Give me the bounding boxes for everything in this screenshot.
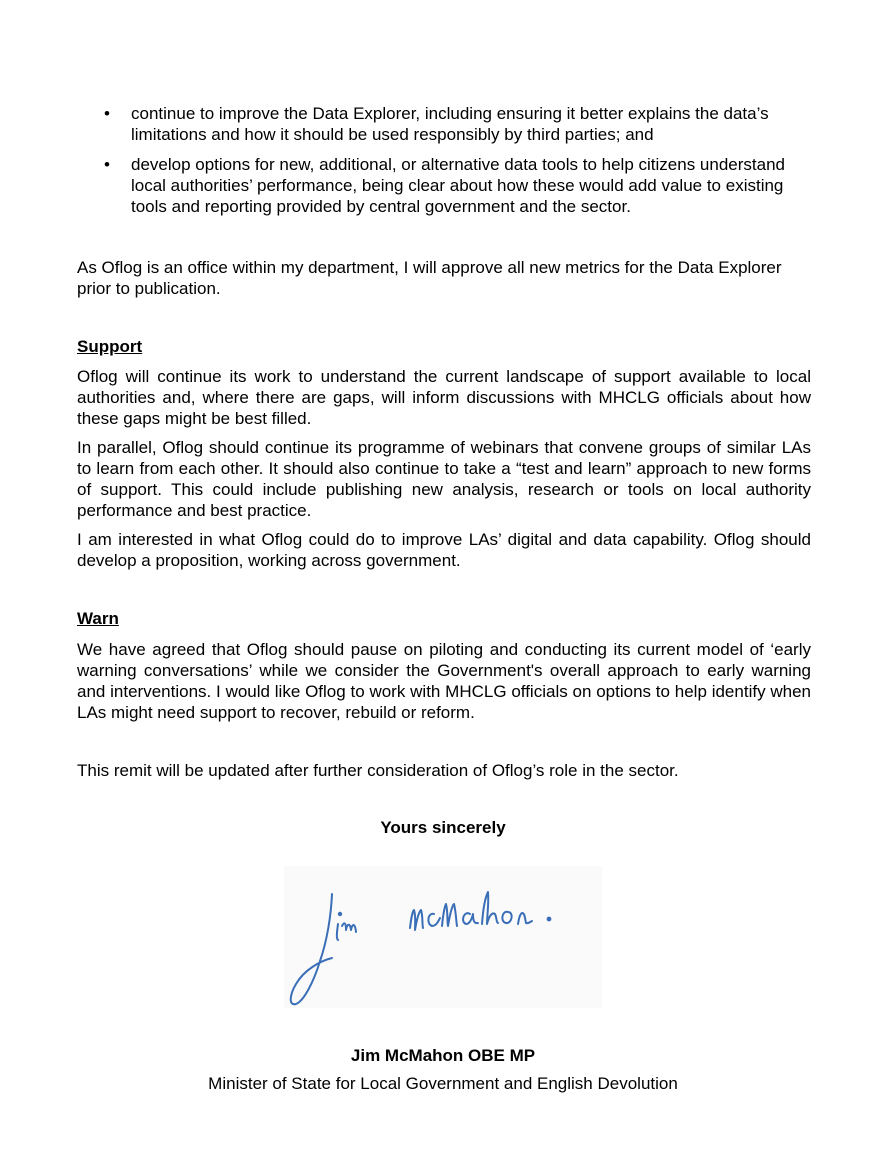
list-item bbox=[100, 154, 812, 217]
closing-paragraph: This remit will be updated after further consideration of Oflog’s role in the sector. bbox=[77, 761, 679, 780]
signature-icon bbox=[284, 866, 602, 1008]
signatory-name: Jim McMahon OBE MP bbox=[350, 1046, 536, 1065]
bullet-list bbox=[100, 103, 812, 226]
warn-heading: Warn bbox=[77, 609, 119, 628]
signature bbox=[284, 866, 602, 1008]
sign-off: Yours sincerely bbox=[380, 818, 506, 837]
bullet-text: continue to improve the Data Explorer, including ensuring it better explains the data’s limitations and how it should be used responsibly by third parties; and bbox=[131, 104, 769, 144]
bullet-text: develop options for new, additional, or alternative data tools to help citizens understand local authorities’ performance, being clear about how these would add value to existing tools and reporting provided by central government and the sector. bbox=[131, 155, 785, 216]
approval-paragraph: As Oflog is an office within my department, I will approve all new metrics for the Data Explorer prior to publication. bbox=[77, 258, 782, 298]
support-paragraph-3: I am interested in what Oflog could do to improve LAs’ digital and data capability. Oflog should develop a proposition, working across government. bbox=[77, 530, 811, 570]
support-paragraph-1: Oflog will continue its work to understand the current landscape of support available to local authorities and, where there are gaps, will inform discussions with MHCLG officials about how these gaps might be best filled. bbox=[77, 367, 811, 428]
bullet-icon: • bbox=[104, 155, 110, 174]
support-paragraph-2: In parallel, Oflog should continue its programme of webinars that convene groups of similar LAs to learn from each other. It should also continue to take a “test and learn” approach to new forms of support. This could include publishing new analysis, research or tools on local authority performance and best practice. bbox=[77, 438, 811, 520]
support-heading: Support bbox=[77, 337, 143, 356]
bullet-icon: • bbox=[104, 104, 110, 123]
list-item bbox=[100, 103, 812, 145]
signatory-title: Minister of State for Local Government and English Devolution bbox=[208, 1074, 678, 1093]
warn-paragraph: We have agreed that Oflog should pause on piloting and conducting its current model of ‘early warning conversations’ while we consider the Government's overall approach to early warning and interventions. I would like Oflog to work with MHCLG officials on options to help identify when LAs might need support to recover, rebuild or reform. bbox=[77, 640, 811, 722]
